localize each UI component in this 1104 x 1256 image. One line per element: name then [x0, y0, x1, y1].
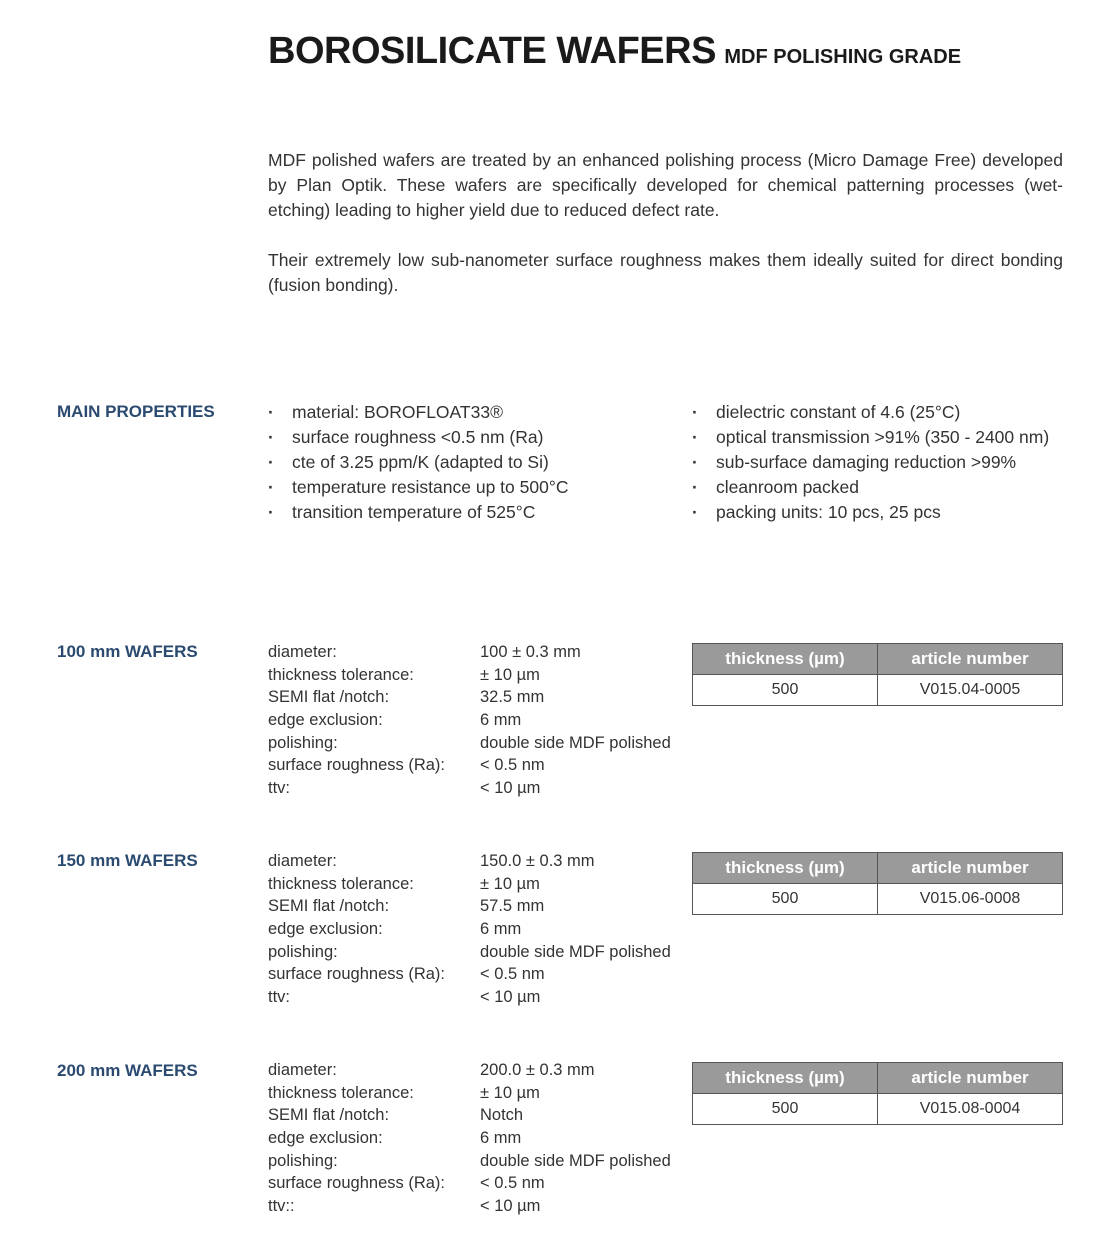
wafer-150-label: 150 mm WAFERS [57, 851, 198, 870]
spec-value: ± 10 µm [480, 874, 540, 893]
intro-paragraph: MDF polished wafers are treated by an enhanced polishing process (Micro Damage Free) developed by Plan Optik. These wafers are specifically developed for chemical patterning processes (wet-etching) leading to higher yield due to reduced defect rate. [268, 150, 1063, 220]
spec-key: surface roughness (Ra): [268, 965, 445, 984]
property-item: · cte of 3.25 ppm/K (adapted to Si) [268, 450, 568, 475]
spec-value: < 10 µm [480, 1197, 541, 1216]
wafer-200-table [692, 1062, 1063, 1125]
spec-key: thickness tolerance: [268, 665, 414, 684]
article-cell: V015.04-0005 [878, 675, 1063, 706]
spec-key: diameter: [268, 643, 337, 661]
spec-value: ± 10 µm [480, 1083, 540, 1102]
spec-value: 32.5 mm [480, 688, 545, 707]
table-header-row [693, 853, 1063, 884]
spec-value: Notch [480, 1106, 524, 1125]
article-header: article number [878, 644, 1063, 675]
wafer-150-table [692, 852, 1063, 915]
spec-key: thickness tolerance: [268, 874, 414, 893]
table-header-row [693, 644, 1063, 675]
wafer-200-label: 200 mm WAFERS [57, 1061, 198, 1080]
property-item: · material: BOROFLOAT33® [268, 400, 568, 425]
thickness-cell: 500 [693, 884, 878, 915]
spec-key: polishing: [268, 942, 338, 961]
spec-value: 100 ± 0.3 mm [480, 643, 581, 661]
wafer-100-table [692, 643, 1063, 706]
spec-value: < 0.5 nm [480, 1174, 545, 1193]
thickness-cell: 500 [693, 1094, 878, 1125]
property-item: · packing units: 10 pcs, 25 pcs [692, 500, 1049, 525]
spec-value: double side MDF polished [480, 1151, 671, 1170]
article-header: article number [878, 1063, 1063, 1094]
spec-key: ttv: [268, 988, 291, 1007]
thickness-cell: 500 [693, 675, 878, 706]
spec-key: ttv:: [268, 1197, 295, 1216]
property-item: · surface roughness <0.5 nm (Ra) [268, 425, 568, 450]
spec-key: thickness tolerance: [268, 1083, 414, 1102]
title-main: BOROSILICATE WAFERS [268, 30, 716, 72]
spec-key: SEMI flat /notch: [268, 897, 390, 916]
spec-key: polishing: [268, 1151, 338, 1170]
intro-text [268, 148, 1063, 323]
spec-value: < 10 µm [480, 779, 541, 798]
properties-list-right [692, 400, 1049, 525]
article-cell: V015.06-0008 [878, 884, 1063, 915]
spec-value: ± 10 µm [480, 665, 540, 684]
spec-key: diameter: [268, 852, 337, 870]
spec-key: polishing: [268, 733, 338, 752]
spec-value: 6 mm [480, 711, 522, 730]
property-item: · sub-surface damaging reduction >99% [692, 450, 1049, 475]
spec-key: edge exclusion: [268, 920, 383, 939]
property-item: · temperature resistance up to 500°C [268, 475, 568, 500]
spec-key: diameter: [268, 1061, 337, 1079]
title-subtitle: MDF POLISHING GRADE [724, 46, 962, 68]
thickness-header: thickness (µm) [693, 853, 878, 884]
spec-value: < 10 µm [480, 988, 541, 1007]
spec-value: 200.0 ± 0.3 mm [480, 1061, 595, 1079]
thickness-header: thickness (µm) [693, 644, 878, 675]
table-row [693, 884, 1063, 915]
spec-key: edge exclusion: [268, 711, 383, 730]
page-title [268, 30, 961, 73]
spec-key: surface roughness (Ra): [268, 1174, 445, 1193]
intro-paragraph: Their extremely low sub-nanometer surface roughness makes them ideally suited for direct bonding (fusion bonding). [268, 250, 1063, 295]
spec-value: double side MDF polished [480, 942, 671, 961]
spec-value: double side MDF polished [480, 733, 671, 752]
property-item: · dielectric constant of 4.6 (25°C) [692, 400, 1049, 425]
spec-value: 150.0 ± 0.3 mm [480, 852, 595, 870]
main-properties-label: MAIN PROPERTIES [57, 402, 215, 421]
property-item: · cleanroom packed [692, 475, 1049, 500]
spec-key: ttv: [268, 779, 291, 798]
article-header: article number [878, 853, 1063, 884]
property-item: · optical transmission >91% (350 - 2400 nm) [692, 425, 1049, 450]
thickness-header: thickness (µm) [693, 1063, 878, 1094]
spec-value: 57.5 mm [480, 897, 545, 916]
article-cell: V015.08-0004 [878, 1094, 1063, 1125]
wafer-100-label: 100 mm WAFERS [57, 642, 198, 661]
spec-key: SEMI flat /notch: [268, 1106, 390, 1125]
property-item: · transition temperature of 525°C [268, 500, 568, 525]
spec-key: SEMI flat /notch: [268, 688, 390, 707]
spec-key: surface roughness (Ra): [268, 756, 445, 775]
spec-value: < 0.5 nm [480, 756, 545, 775]
spec-value: 6 mm [480, 920, 522, 939]
properties-list-left [268, 400, 568, 525]
spec-value: < 0.5 nm [480, 965, 545, 984]
table-header-row [693, 1063, 1063, 1094]
spec-value: 6 mm [480, 1129, 522, 1148]
spec-key: edge exclusion: [268, 1129, 383, 1148]
table-row [693, 675, 1063, 706]
table-row [693, 1094, 1063, 1125]
